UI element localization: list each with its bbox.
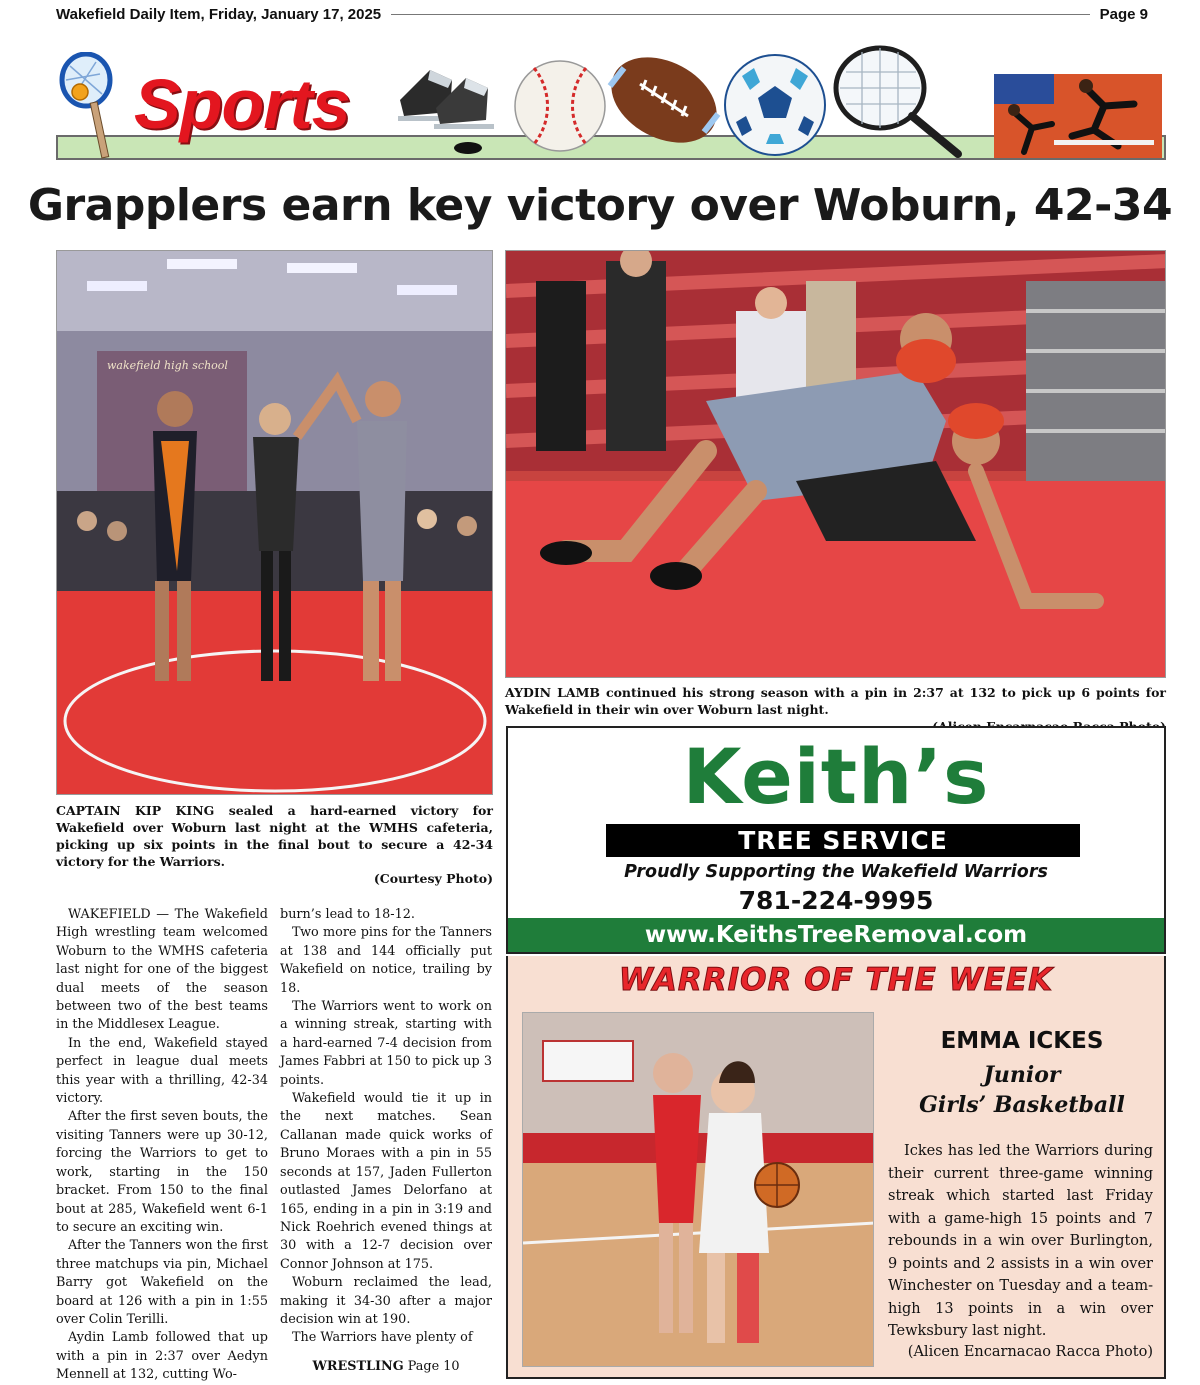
story-paragraph: Wakefield would tie it up in the next matches. Sean Callanan made quick works of Bruno Moraes with a pin in 55 seconds at 157, Jaden Fullerton outlasted James Delorfano at 165, ending in a pin in 3:19 and Nick Roehrich evened things at 30 with a 12-7 decision over Connor Johnson at 175.	[280, 1091, 492, 1272]
photo-kip-king	[56, 250, 493, 795]
publication-dateline: Wakefield Daily Item, Friday, January 17, 2025	[56, 5, 382, 23]
warrior-grade-sport	[888, 1060, 1156, 1120]
ad-tagline: Proudly Supporting the Wakefield Warriors	[624, 862, 1048, 882]
hurdler-icon	[994, 74, 1162, 158]
ad-brand: Keith’s	[682, 732, 990, 821]
warrior-name: EMMA ICKES	[940, 1028, 1104, 1054]
warrior-grade: Junior	[983, 1062, 1061, 1088]
story-paragraph: In the end, Wakefield stayed perfect in league dual meets this year with a thrilling, 42-34 victory.	[56, 1035, 268, 1107]
story-column-1	[56, 906, 268, 1385]
story-paragraph: The Warriors went to work on a winning streak, starting with a hard-earned 7-4 decision from James Fabbri at 150 to pick up 3 points.	[280, 999, 492, 1088]
keiths-tree-service-ad	[506, 726, 1166, 954]
caption-aydin-lamb-text: AYDIN LAMB continued his strong season with a pin in 2:37 at 132 to pick up 6 points for Wakefield in their win over Woburn last night.	[505, 685, 1166, 717]
mural-text: wakefield high school	[107, 359, 228, 372]
photo-kip-king-image	[57, 251, 493, 795]
ad-phone: 781-224-9995	[738, 886, 934, 915]
warrior-of-the-week	[506, 956, 1166, 1379]
warrior-photo	[522, 1012, 874, 1367]
story-paragraph: The Warriors have plenty of	[292, 1330, 473, 1346]
story-paragraph: After the first seven bouts, the visiting Tanners were up 30-12, forcing the Warriors to get to work, starting in the 150 bracket. From 150 to the final bout at 285, Wakefield went 6-1 to secure an exciting win.	[56, 1109, 268, 1235]
warrior-photo-image	[523, 1013, 874, 1367]
football-icon	[606, 46, 722, 154]
warrior-body	[888, 1140, 1153, 1343]
ad-url: www.KeithsTreeRemoval.com	[508, 918, 1164, 952]
warrior-title: WARRIOR OF THE WEEK	[618, 962, 1054, 998]
soccer-ball-icon	[722, 52, 828, 158]
story-continuation: burn’s lead to 18-12.	[280, 907, 415, 922]
warrior-body-text: Ickes has led the Warriors during their current three-game winning streak which started last Friday with a game-high 15 points and 7 rebounds in a win over Burlington, 9 points and 2 assists in a win over Winchester on Tuesday and a team-high 13 points in a win over Tewksbury last night.	[888, 1143, 1153, 1339]
photo-aydin-lamb-image	[506, 251, 1166, 678]
folio-rule	[391, 14, 1089, 15]
ad-service: TREE SERVICE	[606, 824, 1080, 857]
headline: Grapplers earn key victory over Woburn, 42-34	[27, 180, 1173, 231]
jump-line	[280, 1358, 492, 1376]
story-paragraph: Two more pins for the Tanners at 138 and 144 officially put Wakefield on notice, trailing by 18.	[280, 925, 492, 996]
ice-skates-icon	[390, 50, 500, 160]
page-number: Page 9	[1099, 5, 1148, 23]
jump-word: WRESTLING	[312, 1358, 404, 1374]
folio	[56, 4, 1148, 24]
caption-kip-king-text: CAPTAIN KIP KING sealed a hard-earned victory for Wakefield over Woburn last night at the WMHS cafeteria, picking up six points in the final bout to secure a 42-34 victory for the Warriors.	[56, 803, 493, 869]
warrior-sport: Girls’ Basketball	[919, 1092, 1125, 1118]
story-paragraph: WAKEFIELD — The Wakefield High wrestling team welcomed Woburn to the WMHS cafeteria last night for one of the biggest dual meets of the season between two of the best teams in the Middlesex League.	[56, 907, 268, 1033]
tennis-racket-icon	[826, 42, 966, 160]
section-title: Sports	[134, 65, 350, 143]
warrior-photo-credit: (Alicen Encarnacao Racca Photo)	[907, 1344, 1153, 1360]
photo-aydin-lamb	[505, 250, 1166, 678]
story-paragraph: After the Tanners won the first three matchups via pin, Michael Barry got Wakefield on the board at 126 with a pin in 1:55 over Colin Terilli.	[56, 1238, 269, 1327]
story-paragraph: Woburn reclaimed the lead, making it 34-30 after a major decision win at 190.	[280, 1275, 492, 1327]
caption-kip-king	[56, 802, 493, 887]
sports-banner	[56, 40, 1166, 162]
baseball-icon	[512, 58, 608, 154]
jump-page: Page 10	[407, 1358, 460, 1374]
story-column-2	[280, 906, 492, 1376]
story-paragraph: Aydin Lamb followed that up with a pin in 2:37 over Aedyn Mennell at 132, cutting Wo-	[56, 1330, 268, 1383]
lacrosse-stick-icon	[56, 52, 126, 160]
caption-kip-king-credit: (Courtesy Photo)	[373, 871, 493, 886]
